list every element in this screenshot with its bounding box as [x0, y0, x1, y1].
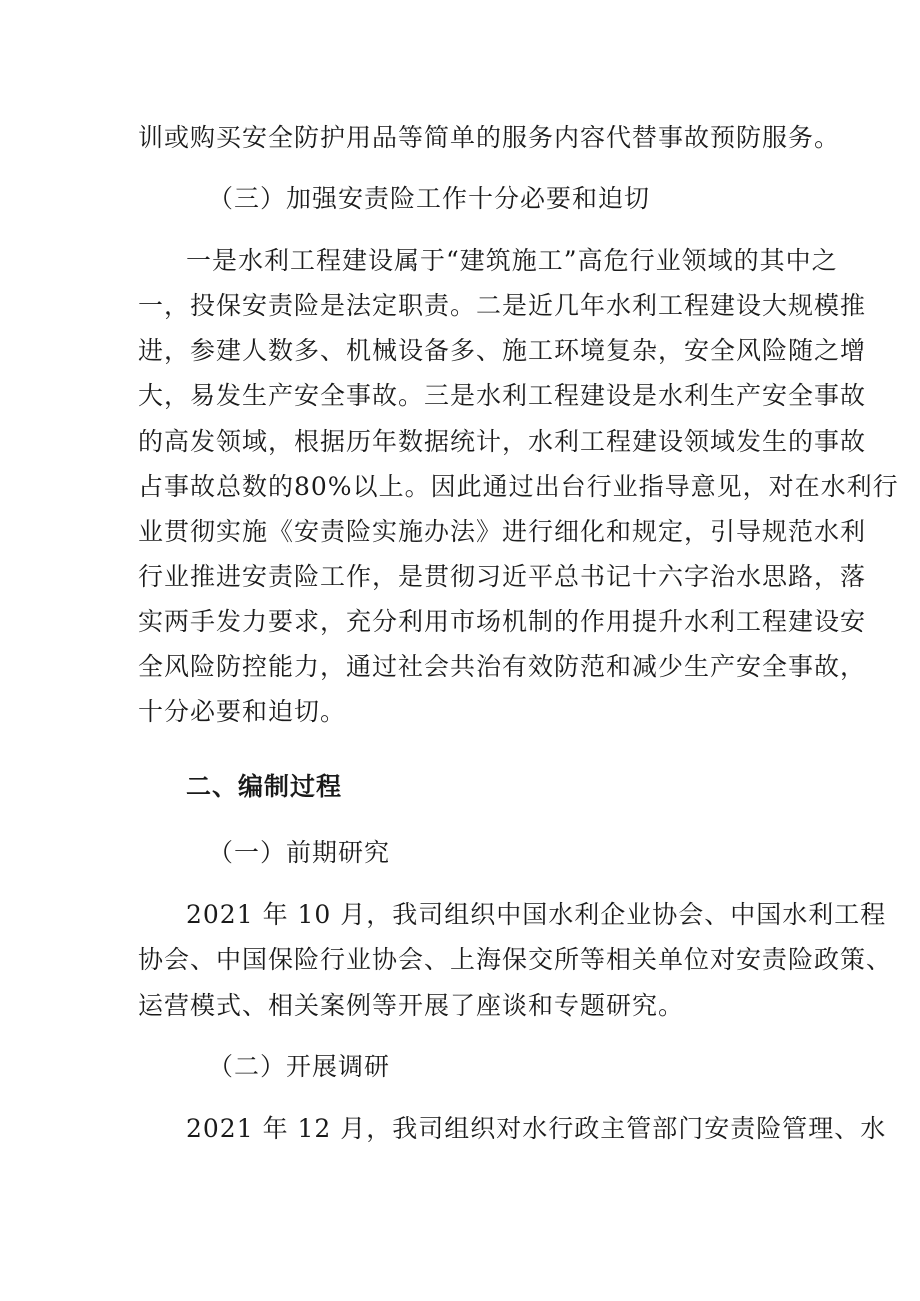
- paragraph-line: 全风险防控能力，通过社会共治有效防范和减少生产安全事故，: [138, 652, 867, 681]
- paragraph-line: 2021 年 10 月，我司组织中国水利企业协会、中国水利工程: [186, 900, 887, 929]
- subsection-heading: （二）开展调研: [208, 1052, 391, 1081]
- paragraph-line: 大，易发生产安全事故。三是水利工程建设是水利生产安全事故: [138, 381, 867, 410]
- subsection-heading: （一）前期研究: [208, 838, 391, 867]
- paragraph-line: 业贯彻实施《安责险实施办法》进行细化和规定，引导规范水利: [138, 517, 867, 546]
- paragraph-line: 行业推进安责险工作，是贯彻习近平总书记十六字治水思路，落: [138, 562, 867, 591]
- paragraph-line: 占事故总数的80%以上。因此通过出台行业指导意见，对在水利行: [138, 472, 899, 501]
- paragraph-line: 协会、中国保险行业协会、上海保交所等相关单位对安责险政策、: [138, 945, 893, 974]
- paragraph-line: 的高发领域，根据历年数据统计，水利工程建设领域发生的事故: [138, 427, 867, 456]
- paragraph-line: 十分必要和迫切。: [138, 697, 347, 726]
- paragraph-line: 一是水利工程建设属于“建筑施工”高危行业领域的其中之: [186, 246, 838, 275]
- paragraph-line: 2021 年 12 月，我司组织对水行政主管部门安责险管理、水: [186, 1114, 887, 1143]
- paragraph-line: 一，投保安责险是法定职责。二是近几年水利工程建设大规模推: [138, 291, 867, 320]
- subsection-heading: （三）加强安责险工作十分必要和迫切: [208, 184, 651, 213]
- paragraph-line: 进，参建人数多、机械设备多、施工环境复杂，安全风险随之增: [138, 336, 867, 365]
- paragraph-line: 实两手发力要求，充分利用市场机制的作用提升水利工程建设安: [138, 607, 867, 636]
- paragraph-line: 运营模式、相关案例等开展了座谈和专题研究。: [138, 991, 685, 1020]
- section-heading: 二、编制过程: [186, 772, 343, 801]
- paragraph-line: 训或购买安全防护用品等简单的服务内容代替事故预防服务。: [138, 123, 841, 152]
